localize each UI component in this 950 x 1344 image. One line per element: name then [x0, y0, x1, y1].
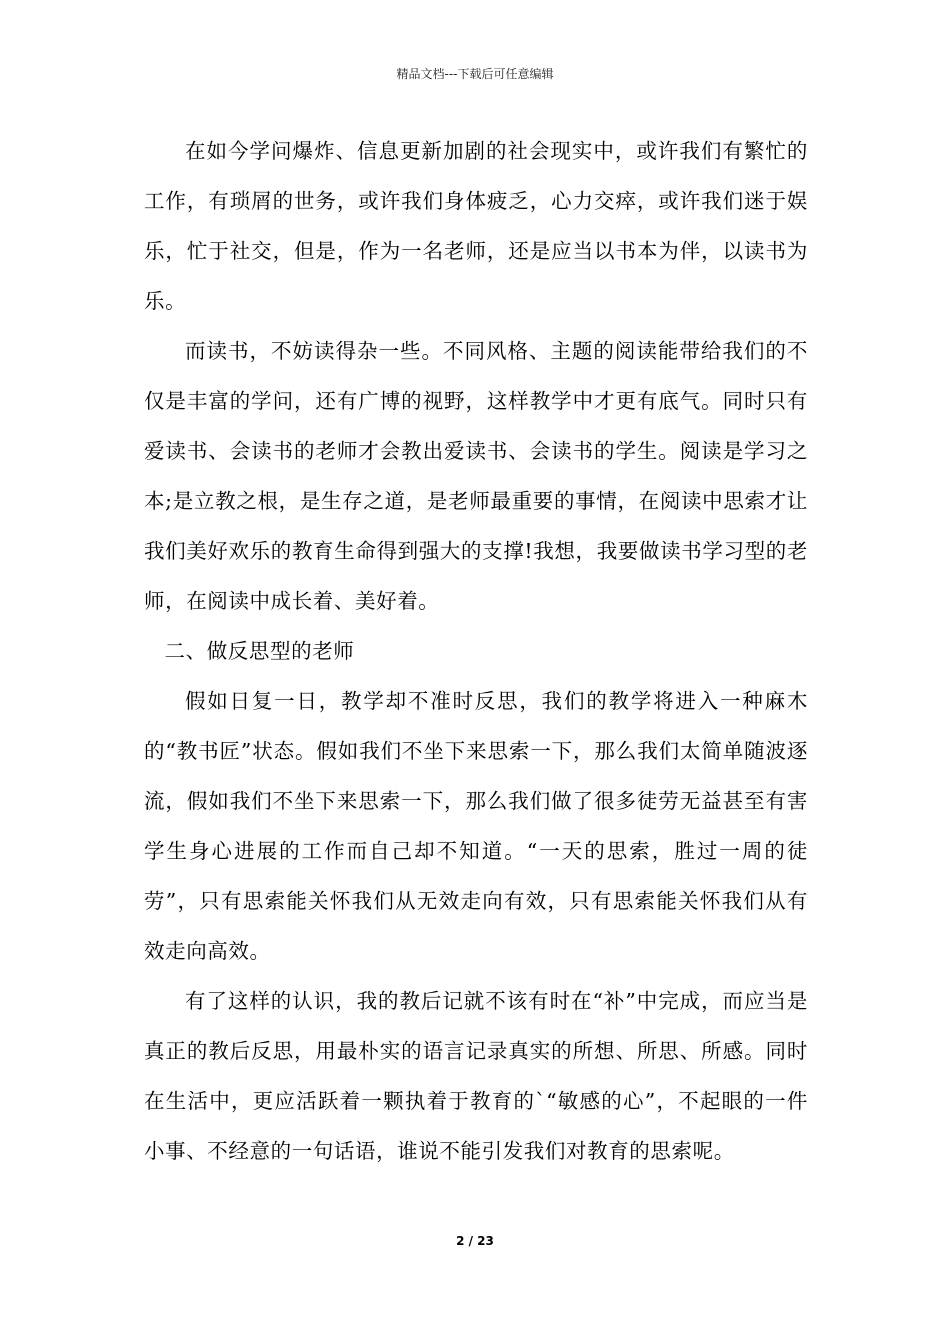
- paragraph-reading-companion: 在如今学问爆炸、信息更新加剧的社会现实中，或许我们有繁忙的工作，有琐屑的世务，或许我们身体疲乏，心力交瘁，或许我们迷于娱乐，忙于社交，但是，作为一名老师，还是应当以书本为伴，以读书为乐。: [144, 139, 808, 313]
- paragraph-post-teaching-notes: 有了这样的认识，我的教后记就不该有时在“补”中完成，而应当是真正的教后反思，用最朴实的语言记录真实的所想、所思、所感。同时在生活中，更应活跃着一颗执着于教育的`“敏感的心”，不起眼的一件小事、不经意的一句话语，谁说不能引发我们对教育的思索呢。: [144, 989, 808, 1163]
- paragraph-daily-reflection: 假如日复一日，教学却不准时反思，我们的教学将进入一种麻木的“教书匠”状态。假如我们不坐下来思索一下，那么我们太简单随波逐流，假如我们不坐下来思索一下，那么我们做了很多徒劳无益甚至有害学生身心进展的工作而自己却不知道。“一天的思索，胜过一周的徒劳”，只有思索能关怀我们从无效走向有效，只有思索能关怀我们从有效走向高效。: [144, 689, 808, 963]
- paragraph-reading-variety: 而读书，不妨读得杂一些。不同风格、主题的阅读能带给我们的不仅是丰富的学问，还有广博的视野，这样教学中才更有底气。同时只有爱读书、会读书的老师才会教出爱读书、会读书的学生。阅读是学习之本;是立教之根，是生存之道，是老师最重要的事情，在阅读中思索才让我们美好欢乐的教育生命得到强大的支撑!我想，我要做读书学习型的老师，在阅读中成长着、美好着。: [144, 339, 808, 613]
- document-body: [144, 126, 808, 1176]
- section-heading-reflective-teacher: 二、做反思型的老师: [164, 639, 355, 663]
- page-number: 2 / 23: [456, 1234, 494, 1248]
- document-header: 精品文档---下载后可任意编辑: [396, 67, 554, 81]
